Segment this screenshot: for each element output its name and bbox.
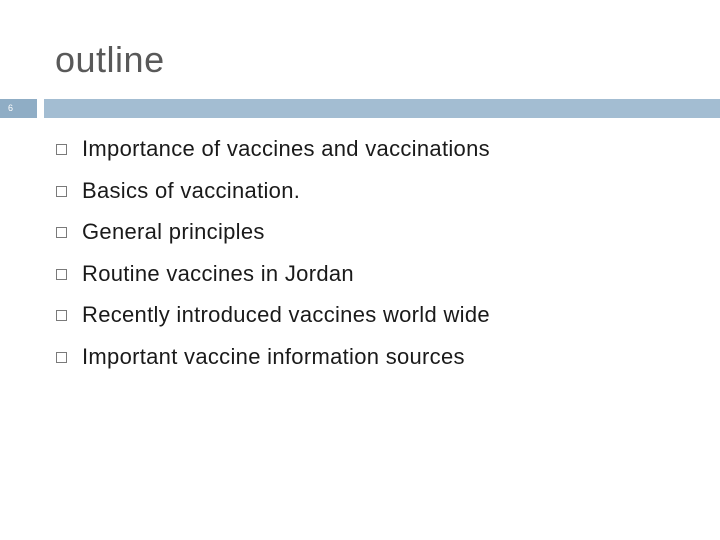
bullet-item [56, 295, 696, 337]
bullet-text: Important vaccine information sources [82, 343, 465, 369]
bullet-text: Basics of vaccination. [82, 177, 301, 203]
bullet-text: General principles [82, 219, 265, 245]
checkbox-bullet-icon [56, 227, 67, 238]
checkbox-bullet-icon [56, 310, 67, 321]
bullet-text: Recently introduced vaccines world wide [82, 302, 490, 328]
slide-title: outline [55, 39, 165, 80]
slide-number: 6 [8, 103, 14, 113]
bullet-text: Routine vaccines in Jordan [82, 260, 354, 286]
bullet-item [56, 171, 696, 213]
bullet-item [56, 212, 696, 254]
bullet-list [56, 129, 696, 379]
checkbox-bullet-icon [56, 352, 67, 363]
bullet-item [56, 129, 696, 171]
bullet-text: Importance of vaccines and vaccinations [82, 136, 490, 161]
checkbox-bullet-icon [56, 144, 67, 155]
header-band-left [0, 99, 37, 118]
bullet-item [56, 254, 696, 296]
checkbox-bullet-icon [56, 269, 67, 280]
header-band-right [44, 99, 720, 118]
checkbox-bullet-icon [56, 186, 67, 197]
bullet-item [56, 337, 696, 379]
